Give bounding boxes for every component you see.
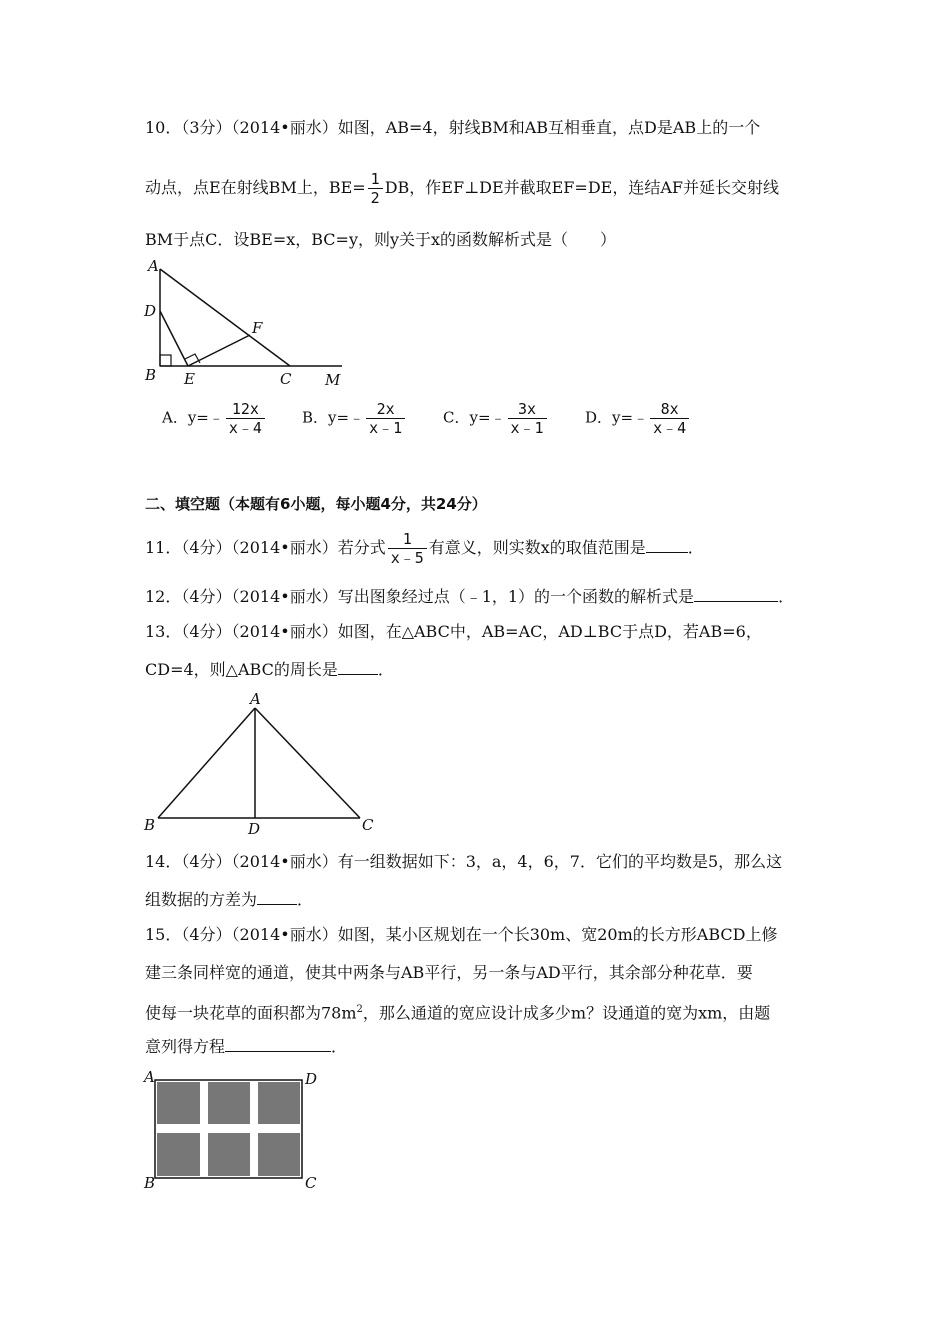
q15-line2: 建三条同样宽的通道，使其中两条与AB平行，另一条与AD平行，其余部分种花草．要 — [145, 963, 753, 982]
q13-line2-text: CD=4，则△ABC的周长是 — [145, 660, 338, 679]
q11-post: 有意义，则实数x的取值范围是 — [428, 538, 646, 557]
superscript: 2 — [356, 1004, 363, 1015]
q15-line3-post: ，那么通道的宽应设计成多少m？设通道的宽为xm，由题 — [362, 1003, 771, 1023]
q10-line1: 10．（3分）（2014•丽水）如图，AB=4，射线BM和AB互相垂直，点D是AB上的一个 — [145, 118, 761, 137]
q14-line2 — [145, 890, 313, 910]
option-fraction — [650, 400, 689, 437]
q13-end: ． — [377, 660, 394, 679]
fraction-numerator: 3x — [508, 400, 547, 419]
label-D: D — [248, 820, 261, 838]
q15-line3 — [145, 1000, 770, 1023]
q10-line2-post: DB，作EF⊥DE并截取EF=DE，连结AF并延长交射线 — [384, 178, 779, 197]
q11-fraction — [388, 530, 427, 567]
q15-line4 — [145, 1037, 347, 1057]
q10-line2-pre: 动点，点E在射线BM上，BE= — [145, 178, 366, 197]
option-label: A．y=﹣ — [162, 408, 224, 427]
label-A: A — [148, 257, 159, 275]
q13-line2 — [145, 660, 394, 680]
q15-line4-text: 意列得方程 — [145, 1037, 226, 1056]
q12-end: ． — [778, 587, 795, 606]
q10-line2 — [145, 170, 779, 207]
option-label: D．y=﹣ — [585, 408, 649, 427]
q10-figure — [140, 255, 355, 390]
q13-figure — [140, 690, 380, 840]
q10-option-d[interactable] — [585, 400, 691, 437]
option-label: B．y=﹣ — [302, 408, 365, 427]
label-B: B — [145, 366, 157, 384]
fraction-numerator: 2x — [366, 400, 405, 419]
q10-option-c[interactable] — [443, 400, 549, 437]
option-fraction — [366, 400, 405, 437]
option-label: C．y=﹣ — [443, 408, 506, 427]
q14-line2-text: 组数据的方差为 — [145, 890, 258, 909]
section-heading: 二、填空题（本题有6小题，每小题4分，共24分） — [145, 495, 487, 513]
q10-option-b[interactable] — [302, 400, 407, 437]
q14-line1: 14．（4分）（2014•丽水）有一组数据如下：3，a，4，6，7．它们的平均数是5，那么这 — [145, 852, 783, 871]
option-fraction — [508, 400, 547, 437]
option-fraction — [226, 400, 265, 437]
q15-line1: 15．（4分）（2014•丽水）如图，某小区规划在一个长30m、宽20m的长方形ABCD上修 — [145, 925, 778, 944]
q11-pre: 11．（4分）（2014•丽水）若分式 — [145, 538, 386, 557]
fraction-denominator: x﹣4 — [228, 419, 262, 437]
fraction-denominator: x﹣1 — [510, 419, 544, 437]
label-A: A — [250, 690, 261, 708]
answer-blank[interactable] — [694, 587, 778, 602]
label-E: E — [184, 370, 195, 388]
q12-text: 12．（4分）（2014•丽水）写出图象经过点（﹣1，1）的一个函数的解析式是 — [145, 587, 695, 606]
fraction-denominator: x﹣4 — [653, 419, 687, 437]
answer-blank[interactable] — [257, 890, 297, 905]
answer-blank[interactable] — [225, 1037, 331, 1052]
q12-line — [145, 587, 794, 607]
q15-line3-pre: 使每一块花草的面积都为78m — [145, 1003, 357, 1023]
fraction-numerator: 1 — [368, 170, 383, 189]
label-C: C — [362, 816, 374, 834]
fraction-denominator: x﹣1 — [369, 419, 403, 437]
fraction-denominator: x﹣5 — [390, 549, 424, 567]
label-D: D — [305, 1070, 318, 1088]
q15-end: ． — [331, 1037, 348, 1056]
q10-line3: BM于点C．设BE=x，BC=y，则y关于x的函数解析式是（ ） — [145, 230, 617, 249]
q13-line1: 13．（4分）（2014•丽水）如图，在△ABC中，AB=AC，AD⊥BC于点D，若AB=6， — [145, 622, 762, 641]
q11-end: ． — [687, 538, 704, 557]
fraction-numerator: 8x — [650, 400, 689, 419]
label-D: D — [144, 302, 157, 320]
fraction-denominator: 2 — [370, 189, 380, 207]
fraction-numerator: 12x — [226, 400, 265, 419]
q10-fraction — [368, 170, 383, 207]
q15-figure — [140, 1068, 330, 1193]
q11-line — [145, 530, 704, 567]
label-F: F — [252, 319, 263, 337]
q14-end: ． — [297, 890, 314, 909]
answer-blank[interactable] — [338, 660, 378, 675]
label-A: A — [144, 1068, 155, 1086]
q10-option-a[interactable] — [162, 400, 267, 437]
label-M: M — [325, 371, 341, 389]
label-B: B — [144, 816, 156, 834]
fraction-numerator: 1 — [388, 530, 427, 549]
answer-blank[interactable] — [646, 538, 688, 553]
label-C: C — [305, 1174, 317, 1192]
label-B: B — [144, 1174, 156, 1192]
label-C: C — [280, 370, 292, 388]
